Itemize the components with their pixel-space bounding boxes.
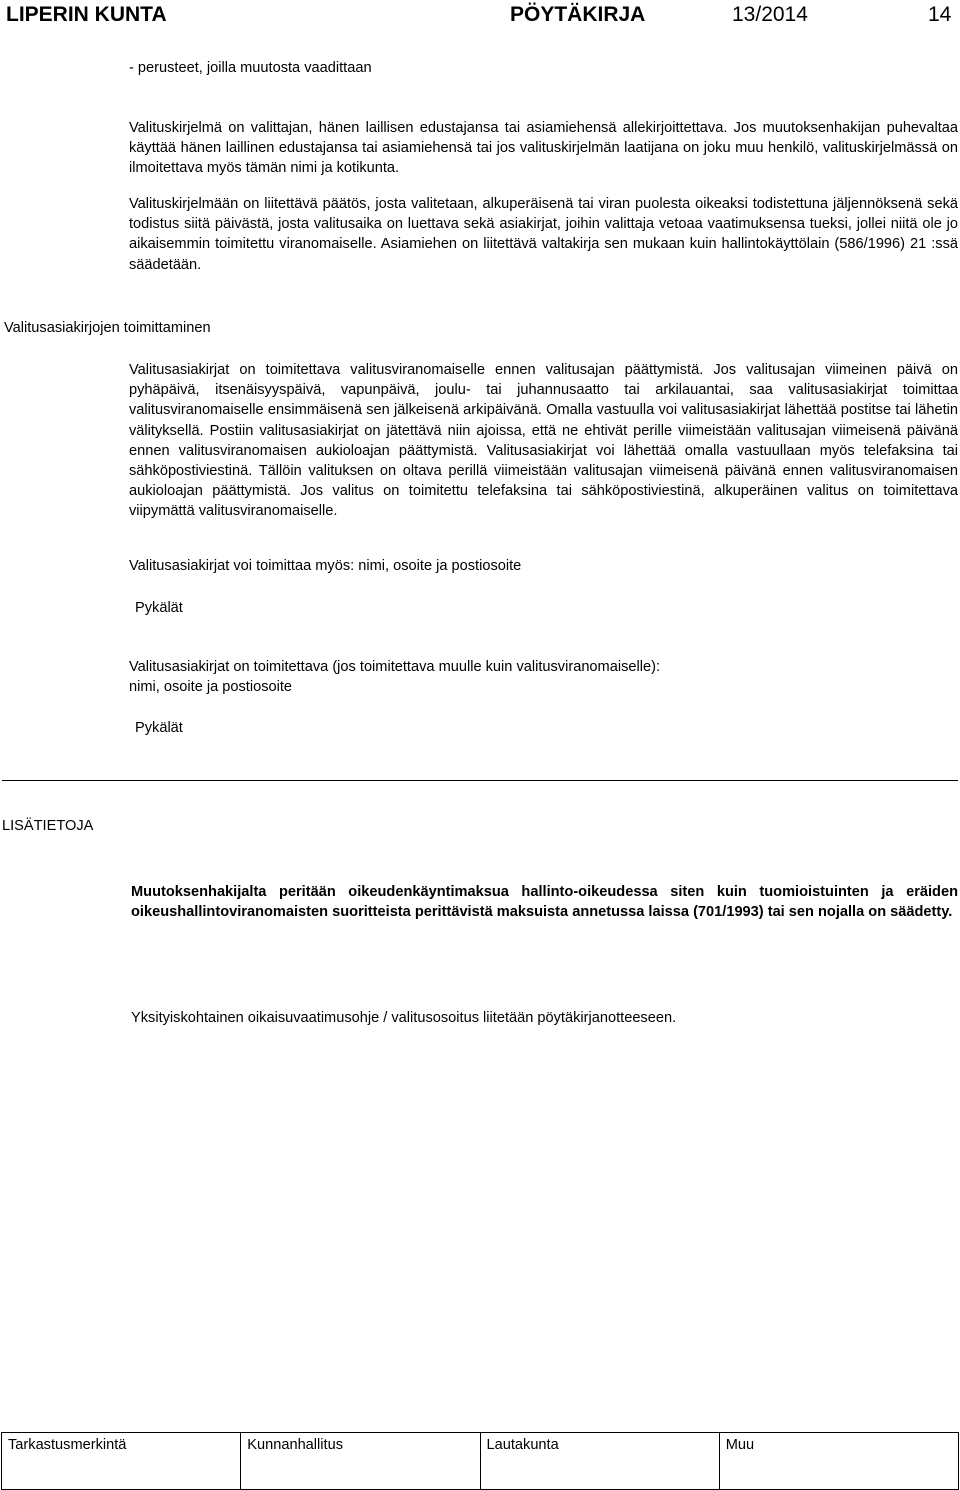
document-type: PÖYTÄKIRJA bbox=[510, 3, 646, 26]
signature-paragraph: Valituskirjelmä on valittajan, hänen laillisen edustajansa tai asiamiehensä allekirjoittettava. Jos muutoksenhakijan puhevaltaa käyttää hänen laillinen edustajansa tai asiamiehensä tai jos valituskirjelmän laatijana on joku muu henkilö, valituskirjelmässä on ilmoitettava myös tämän nimi ja kotikunta. bbox=[129, 120, 958, 177]
municipality-name: LIPERIN KUNTA bbox=[6, 3, 167, 26]
footer-cell-other: Muu bbox=[719, 1433, 958, 1490]
attachment-note: Yksityiskohtainen oikaisuvaatimusohje / valitusosoitus liitetään pöytäkirjanotteeseen. bbox=[131, 1010, 677, 1026]
footer-cell-inspection: Tarkastusmerkintä bbox=[2, 1433, 241, 1490]
review-table bbox=[1, 1432, 959, 1490]
section-divider bbox=[2, 780, 958, 781]
court-fee-paragraph: Muutoksenhakijalta peritään oikeudenkäyntimaksua hallinto-oikeudessa siten kuin tuomioistuinten ja eräiden oikeushallintoviranomaisten suoritteista perittävistä maksuista annetussa laissa (701/1993) tai sen nojalla on säädetty. bbox=[131, 884, 958, 921]
delivery-paragraph: Valitusasiakirjat on toimitettava valitusviranomaiselle ennen valitusajan päättymistä. Jos valitusajan viimeinen päivä on pyhäpäivä, itsenäisyyspäivä, vapunpäivä, joulu- tai juhannusaatto tai arkilauantai, saa valitusasiakirjat toimittaa valitusviranomaiselle ensimmäisenä sen jälkeisenä arkipäivänä. Omalla vastuulla voi valitusasiakirjat lähettää postitse tai lähetin välityksellä. Postiin valitusasiakirjat on jätettävä niin ajoissa, että ne ehtivät perille viimeistään valitusajan viimeisenä päivänä ennen valitusviranomaisen aukioloajan päättymistä. Valitusasiakirjat voi lähettää omalla vastuullaan myös telefaksina tai sähköpostiviestinä. Tällöin valituksen on oltava perillä viimeistään valitusajan viimeisenä päivänä ennen valitusviranomaisen aukioloajan päättymistä. Jos valitus on toimitettu telefaksina tai sähköpostiviestinä, alkuperäinen valitus on toimitettava viipymättä valitusviranomaiselle. bbox=[129, 362, 958, 520]
attachments-paragraph: Valituskirjelmään on liitettävä päätös, josta valitetaan, alkuperäisenä tai viran puolesta oikeaksi todistettuna jäljennöksenä sekä todistus siitä päivästä, josta valitusaika on luettava sekä asiakirjat, joihin valittaja vetoaa vaatimuksensa tueksi, jollei niitä ole jo aikaisemmin toimitettu viranomaiselle. Asiamiehen on liitettävä valtakirja sen mukaan kuin hallintokäyttölain (586/1996) 21 :ssä säädetään. bbox=[129, 196, 958, 273]
document-number: 13/2014 bbox=[732, 3, 808, 26]
grounds-line: - perusteet, joilla muutosta vaadittaan bbox=[129, 60, 372, 76]
delivery-heading: Valitusasiakirjojen toimittaminen bbox=[4, 320, 211, 336]
footer-cell-committee: Lautakunta bbox=[480, 1433, 719, 1490]
review-footer bbox=[0, 1432, 960, 1482]
page-number: 14 bbox=[928, 3, 952, 26]
alt-delivery-label: Valitusasiakirjat voi toimittaa myös: nimi, osoite ja postiosoite bbox=[129, 558, 522, 574]
alt-delivery-value: Pykälät bbox=[135, 600, 183, 616]
delivery-target-label-line2: nimi, osoite ja postiosoite bbox=[129, 679, 293, 695]
delivery-target-value: Pykälät bbox=[135, 720, 183, 736]
page-header bbox=[0, 0, 960, 30]
more-info-heading: LISÄTIETOJA bbox=[2, 818, 94, 834]
footer-cell-municipal-board: Kunnanhallitus bbox=[241, 1433, 480, 1490]
delivery-target-label-line1: Valitusasiakirjat on toimitettava (jos toimitettava muulle kuin valitusviranomaiselle): bbox=[129, 659, 660, 675]
